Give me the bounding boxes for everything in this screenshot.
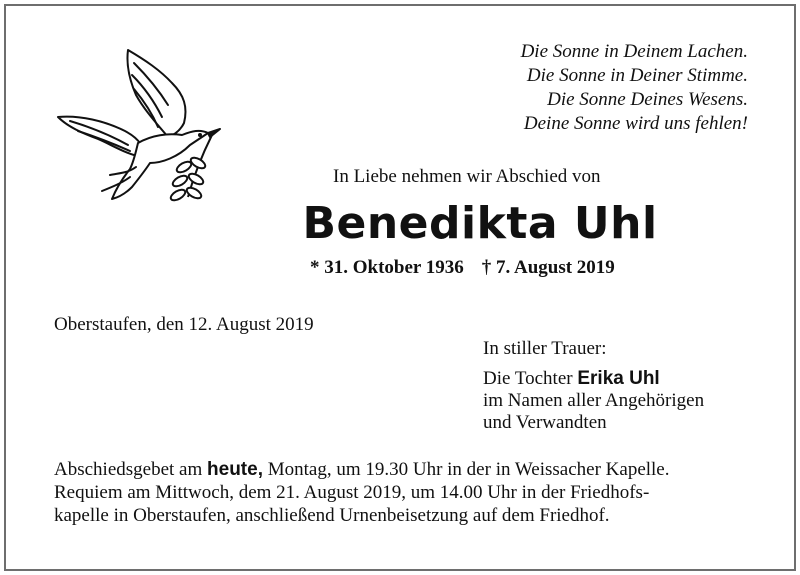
mourners-line: im Namen aller Angehörigen [483,390,705,411]
poem-line: Die Sonne in Deinem Lachen. [520,41,748,62]
mourners-heading: In stiller Trauer: [483,338,607,359]
mourners-block [483,338,704,434]
requiem-note-cont: kapelle in Oberstaufen, anschließend Urnenbeisetzung auf dem Friedhof. [54,505,610,526]
mourners-daughter [483,368,704,390]
death-date: † 7. August 2019 [481,257,615,278]
intro-text: In Liebe nehmen wir Abschied von [333,166,601,187]
daughter-prefix: Die Tochter [483,368,578,389]
place-date: Oberstaufen, den 12. August 2019 [54,314,314,335]
prayer-text: Abschiedsgebet am [54,459,208,480]
poem-line: Deine Sonne wird uns fehlen! [523,113,748,134]
service-notes [54,458,670,527]
prayer-text-rest: Montag, um 19.30 Uhr in der in Weissacher Kapelle. [262,459,670,480]
deceased-name: Benedikta Uhl [302,198,658,249]
mourners-line: und Verwandten [483,412,607,433]
prayer-note [54,458,670,481]
life-dates [310,257,615,279]
daughter-name: Erika Uhl [577,368,660,389]
requiem-note: Requiem am Mittwoch, dem 21. August 2019, um 14.00 Uhr in der Friedhofs- [54,482,650,503]
birth-date: * 31. Oktober 1936 [310,257,464,278]
poem-line: Die Sonne Deines Wesens. [547,89,748,110]
poem [521,40,748,136]
dove-icon [50,45,225,210]
poem-line: Die Sonne in Deiner Stimme. [526,65,748,86]
prayer-day: heute, [207,459,263,480]
